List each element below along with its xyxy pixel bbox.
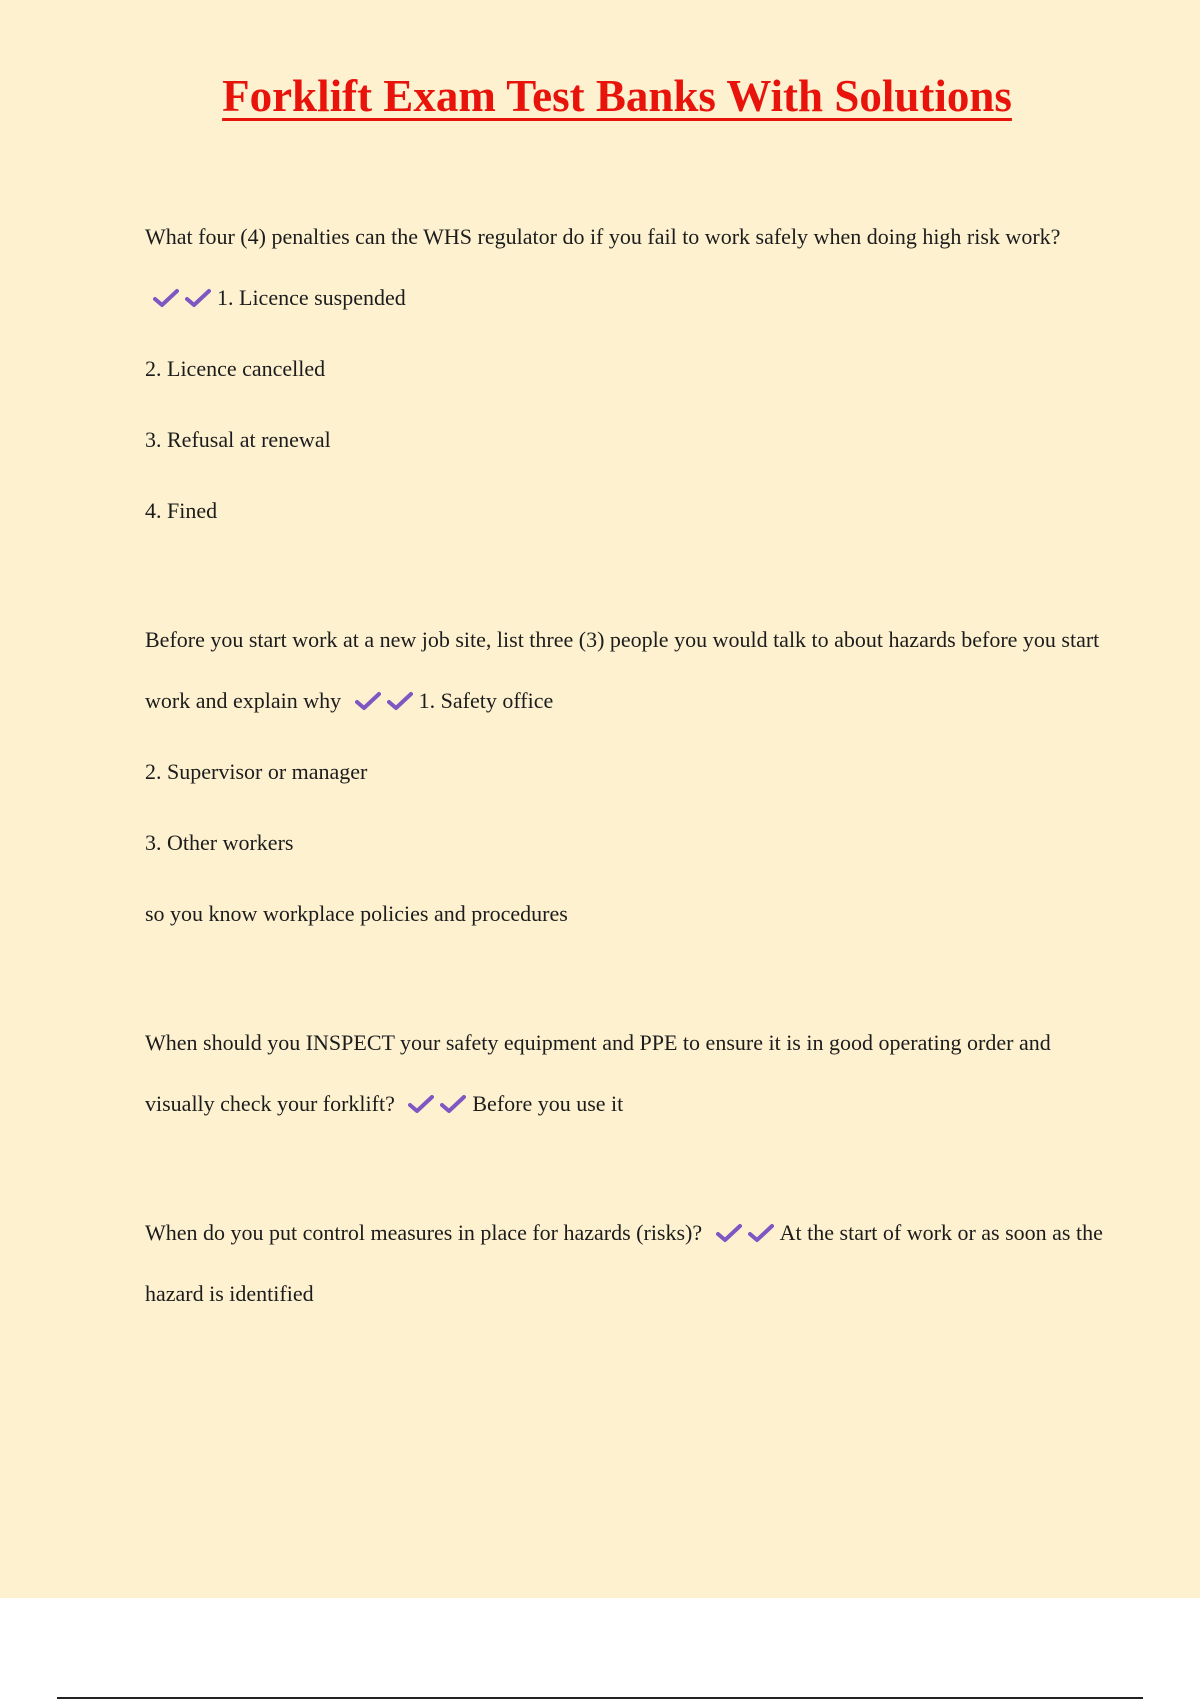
- check-icon: [355, 691, 381, 711]
- check-icon: [387, 691, 413, 711]
- answer-line: 3. Refusal at renewal: [145, 427, 331, 452]
- check-icon: [748, 1223, 774, 1243]
- qa-item: [145, 1202, 1105, 1324]
- question-paragraph: [145, 609, 1105, 731]
- question-text: When should you INSPECT your safety equipment and PPE to ensure it is in good operating order and visually check your forklift?: [145, 1030, 1051, 1116]
- question-paragraph: [145, 206, 1105, 328]
- answer-line: 2. Supervisor or manager: [145, 759, 368, 784]
- answer-line: so you know workplace policies and procedures: [145, 901, 568, 926]
- check-icon: [716, 1223, 742, 1243]
- check-icon: [153, 288, 179, 308]
- answer-text: 1. Safety office: [418, 688, 554, 713]
- question-text: When do you put control measures in place for hazards (risks)?: [145, 1220, 703, 1245]
- answer-text: Before you use it: [472, 1091, 624, 1116]
- check-icon: [408, 1094, 434, 1114]
- answer-text: At the start of work or as soon as the hazard is identified: [145, 1220, 1103, 1306]
- document-title: Forklift Exam Test Banks With Solutions: [222, 71, 1012, 121]
- answer-line: 3. Other workers: [145, 830, 294, 855]
- answer-line: 4. Fined: [145, 498, 218, 523]
- check-icon: [440, 1094, 466, 1114]
- question-text: What four (4) penalties can the WHS regulator do if you fail to work safely when doing high risk work?: [145, 224, 1061, 249]
- question-paragraph: [145, 1012, 1105, 1134]
- qa-list: [145, 206, 1105, 1392]
- answer-text: 1. Licence suspended: [217, 285, 406, 310]
- question-paragraph: [145, 1202, 1105, 1324]
- footer-divider: [57, 1697, 1143, 1699]
- answer-line: 2. Licence cancelled: [145, 356, 326, 381]
- qa-item: [145, 206, 1105, 541]
- qa-item: [145, 1012, 1105, 1134]
- question-text: Before you start work at a new job site, list three (3) people you would talk to about hazards before you start work and explain why: [145, 627, 1100, 713]
- qa-item: [145, 609, 1105, 944]
- check-icon: [185, 288, 211, 308]
